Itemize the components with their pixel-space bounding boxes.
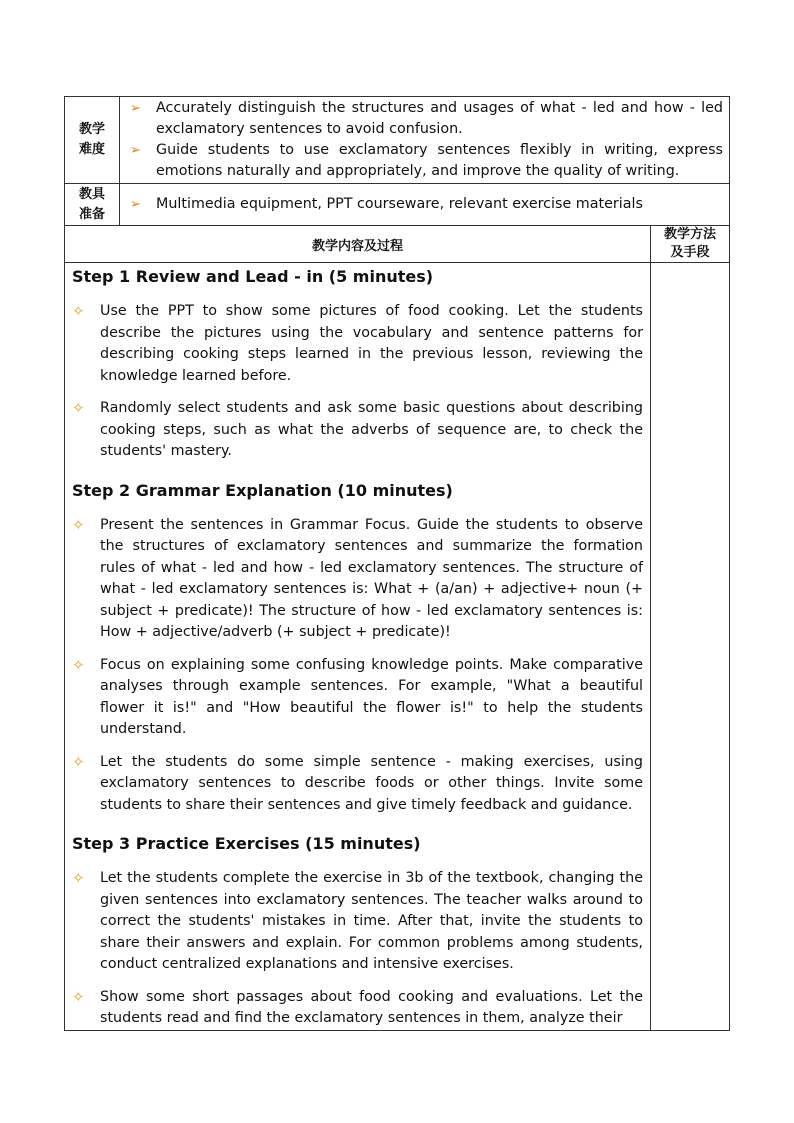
difficulty-content <box>120 97 730 184</box>
content-row <box>65 263 730 1031</box>
arrow-bullet-icon: ➢ <box>130 197 141 212</box>
star-bullet-icon: ✧ <box>72 655 85 674</box>
list-item: ✧ Present the sentences in Grammar Focus. Guide the students to observe the structures of exclamatory sentences and summarize the formation rules of what - led and how - led exclamatory sentences. The structure of what - led exclamatory sentences is: What + (a/an) + adjective+ noun (+ subject + predicate)! The structure of how - led exclamatory sentences is: How + adjective/adverb (+ subject + predicate)! <box>72 515 643 640</box>
difficulty-item: ➢ Guide students to use exclamatory sentences flexibly in writing, express emotions naturally and appropriately, and improve the quality of writing. <box>130 142 723 179</box>
lesson-plan-table <box>64 96 730 1031</box>
list-item: ✧ Let the students do some simple sentence - making exercises, using exclamatory sentences to describe foods or other things. Invite some students to share their sentences and give timely feedback and guidance. <box>72 752 643 813</box>
difficulty-label: 教学 难度 <box>65 97 120 184</box>
arrow-bullet-icon: ➢ <box>130 101 141 116</box>
content-header: 教学内容及过程 <box>65 226 651 263</box>
step-title: Step 1 Review and Lead - in (5 minutes) <box>72 267 434 286</box>
difficulty-item: ➢ Accurately distinguish the structures and usages of what - led and how - led exclamatory sentences to avoid confusion. <box>130 100 723 137</box>
teaching-content <box>65 263 651 1031</box>
list-item: ✧ Focus on explaining some confusing knowledge points. Make comparative analyses through example sentences. For example, "What a beautiful flower it is!" and "How beautiful the flower is!" to help the students understand. <box>72 655 643 737</box>
arrow-bullet-icon: ➢ <box>130 143 141 158</box>
star-bullet-icon: ✧ <box>72 515 85 534</box>
tools-label: 教具 准备 <box>65 184 120 226</box>
list-item: ✧ Let the students complete the exercise in 3b of the textbook, changing the given sentences into exclamatory sentences. The teacher walks around to correct the students' mistakes in time. After that, invite the students to share their answers and explain. For common problems among students, conduct centralized explanations and intensive exercises. <box>72 869 643 972</box>
star-bullet-icon: ✧ <box>72 399 85 417</box>
table-header-row <box>65 226 730 263</box>
list-item: ✧ Show some short passages about food cooking and evaluations. Let the students read and find the exclamatory sentences in them, analyze their <box>72 987 643 1026</box>
lesson-plan-page <box>64 96 729 1031</box>
step-title: Step 2 Grammar Explanation (10 minutes) <box>72 480 453 500</box>
difficulty-row <box>65 97 730 184</box>
star-bullet-icon: ✧ <box>72 869 85 887</box>
step-section <box>72 263 643 463</box>
list-item: ✧ Randomly select students and ask some basic questions about describing cooking steps, such as what the adverbs of sequence are, to check the students' mastery. <box>72 399 643 459</box>
step-section <box>72 477 643 817</box>
step-section <box>72 830 643 1030</box>
method-header: 教学方法 及手段 <box>651 226 730 263</box>
step-title: Step 3 Practice Exercises (15 minutes) <box>72 834 421 853</box>
star-bullet-icon: ✧ <box>72 302 85 320</box>
list-item: ✧ Use the PPT to show some pictures of food cooking. Let the students describe the pictures using the vocabulary and sentence patterns for describing cooking steps learned in the previous lesson, reviewing the knowledge learned before. <box>72 302 643 384</box>
tools-content <box>120 184 730 226</box>
teaching-method-cell <box>651 263 730 1031</box>
star-bullet-icon: ✧ <box>72 987 85 1006</box>
star-bullet-icon: ✧ <box>72 752 85 771</box>
tools-row <box>65 184 730 226</box>
tools-item: ➢ Multimedia equipment, PPT courseware, relevant exercise materials <box>120 194 729 215</box>
